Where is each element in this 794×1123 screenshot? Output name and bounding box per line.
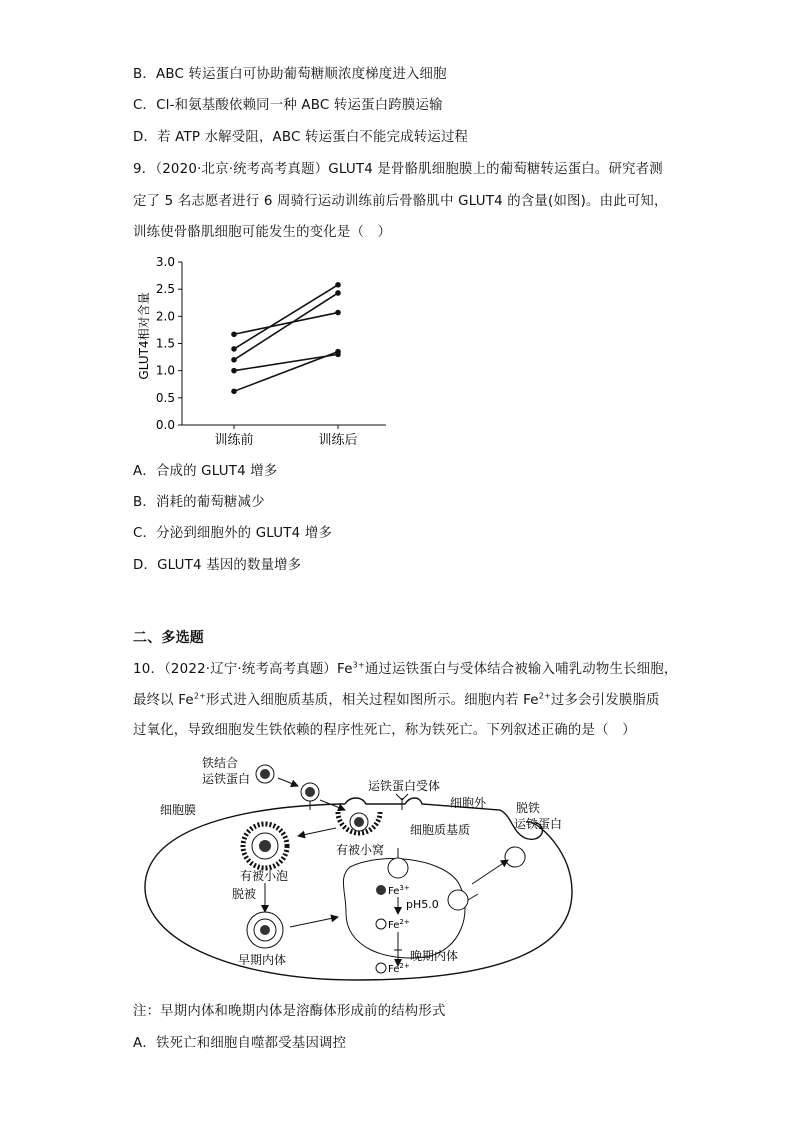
x-tick-label: 训练后 [318, 433, 358, 448]
y-tick-label: 2.5 [155, 282, 175, 297]
q9-stem-line2: 定了 5 名志愿者进行 6 周骑行运动训练前后骨骼肌中 GLUT4 的含量(如图)。由此可知， [133, 194, 668, 209]
label-cytoplasm: 细胞质基质 [410, 823, 471, 837]
q9-option-b: B．消耗的葡萄糖减少 [133, 495, 265, 510]
chart-y-ticks [156, 255, 182, 432]
label-ph: pH5.0 [406, 898, 439, 911]
data-point [335, 290, 341, 296]
chart-x-labels [214, 425, 357, 448]
recycling-vesicle [448, 890, 468, 910]
label-late-endosome: 晚期内体 [410, 949, 459, 963]
data-point [335, 310, 341, 316]
q9-option-c: C．分泌到细胞外的 GLUT4 增多 [133, 526, 333, 541]
y-tick-label: 3.0 [155, 255, 175, 269]
y-tick-label: 2.0 [155, 309, 175, 324]
label-iron-binding-1: 铁结合 [202, 756, 239, 770]
glut4-chart [126, 248, 406, 453]
data-point [231, 331, 237, 337]
q10-stem-line3: 过氧化，导致细胞发生铁依赖的程序性死亡，称为铁死亡。下列叙述正确的是（ ） [133, 723, 636, 738]
label-early-endosome: 早期内体 [238, 953, 287, 967]
fe3-label: $Fe^{3+}$ [388, 884, 410, 897]
fe2-label: $Fe^{2+}$ [388, 918, 410, 931]
iron-uptake-figure [140, 752, 580, 984]
label-outside: 细胞外 [450, 796, 487, 810]
section-heading: 二、多选题 [133, 630, 204, 646]
label-receptor: 运铁蛋白受体 [368, 779, 441, 793]
label-iron-binding-2: 运铁蛋白 [202, 772, 251, 786]
data-point [231, 368, 237, 374]
q10-note: 注：早期内体和晚期内体是溶酶体形成前的结构形式 [133, 1004, 446, 1019]
x-tick-label: 训练前 [214, 433, 254, 448]
q9-stem-line1: 9．（2020·北京·统考高考真题）GLUT4 是骨骼肌细胞膜上的葡萄糖转运蛋白。研究者测 [133, 162, 663, 177]
series-line [234, 352, 338, 392]
q8-option-b: B．ABC 转运蛋白可协助葡萄糖顺浓度梯度进入细胞 [133, 67, 447, 82]
chart-y-label: GLUT4相对含量 [137, 292, 151, 380]
series-line [234, 313, 338, 335]
y-tick-label: 0.0 [155, 418, 175, 432]
q8-option-c: C．Cl-和氨基酸依赖同一种 ABC 转运蛋白跨膜运输 [133, 98, 443, 113]
q10-stem-line2: 最终以 $Fe^{2+}$形式进入细胞质基质，相关过程如图所示。细胞内若 $Fe^{2+}$过多会引发膜脂质 [133, 691, 660, 708]
data-point [231, 357, 237, 363]
fe2-cytoplasm-label: $Fe^{2+}$ [388, 962, 410, 975]
label-deferri-1: 脱铁 [516, 801, 541, 815]
q10-option-a: A．铁死亡和细胞自噬都受基因调控 [133, 1036, 347, 1051]
label-deferri-2: 运铁蛋白 [514, 817, 563, 831]
label-uncoat: 脱被 [232, 887, 257, 901]
chart-series [231, 282, 341, 394]
chart-axes [182, 262, 386, 425]
y-tick-label: 1.5 [155, 336, 175, 351]
q8-option-d: D．若 ATP 水解受阻，ABC 转运蛋白不能完成转运过程 [133, 130, 469, 145]
series-line [234, 285, 338, 349]
q9-option-a: A．合成的 GLUT4 增多 [133, 464, 278, 479]
data-point [231, 389, 237, 395]
y-tick-label: 1.0 [155, 363, 175, 378]
q10-stem-line1: 10．（2022·辽宁·统考高考真题）$Fe^{3+}$通过运铁蛋白与受体结合被输入哺乳动物生长细胞， [133, 660, 678, 677]
data-point [231, 346, 237, 352]
data-point [335, 282, 341, 288]
label-coated-vesicle: 有被小泡 [240, 869, 289, 883]
y-tick-label: 0.5 [155, 390, 175, 405]
series-line [234, 293, 338, 360]
data-point [335, 349, 341, 355]
label-coated-pit: 有被小窝 [336, 843, 385, 857]
q9-option-d: D．GLUT4 基因的数量增多 [133, 558, 302, 573]
label-membrane: 细胞膜 [160, 803, 197, 817]
q9-stem-line3: 训练使骨骼肌细胞可能发生的变化是（ ） [133, 225, 392, 240]
